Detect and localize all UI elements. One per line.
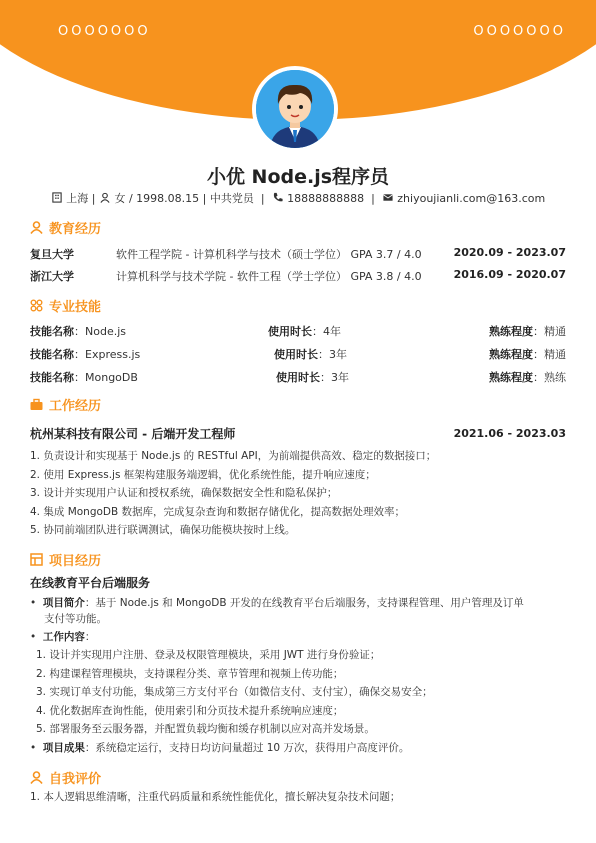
result-text: ：系统稳定运行，支持日均访问量超过 10 万次，获得用户高度评价。 — [84, 742, 410, 754]
user-icon — [99, 192, 111, 203]
grid-icon — [30, 299, 43, 312]
skill-level-label: 熟练程度 — [489, 348, 533, 361]
skill-time: ：3年 — [320, 371, 349, 384]
skills-heading — [30, 296, 101, 315]
separator: | — [371, 192, 375, 205]
list-item: 4. 优化数据库查询性能，使用索引和分页技术提升系统响应速度； — [36, 704, 344, 717]
work-title: 工作经历 — [49, 399, 102, 414]
education-date: 2016.09 - 2020.07 — [453, 268, 566, 281]
skill-time-label: 使用时长 — [276, 371, 320, 384]
project-name: 在线教育平台后端服务 — [30, 576, 151, 590]
skills-title: 专业技能 — [49, 300, 102, 315]
skill-name: ：Express.js — [74, 348, 141, 361]
skill-name-label: 技能名称 — [30, 325, 74, 338]
skill-name: ：Node.js — [74, 325, 126, 338]
self-title: 自我评价 — [49, 772, 102, 787]
phone-text: 18888888888 — [287, 192, 365, 205]
work-heading — [30, 395, 101, 414]
skill-time: ：4年 — [312, 325, 341, 338]
phone-icon — [272, 192, 284, 203]
list-item: 1. 设计并实现用户注册、登录及权限管理模块，采用 JWT 进行身份验证； — [36, 649, 381, 661]
avatar — [252, 66, 338, 152]
skill-level: ：精通 — [533, 348, 566, 361]
intro-label: 项目简介 — [42, 597, 85, 609]
project-work-list — [36, 646, 572, 739]
briefcase-icon — [30, 398, 43, 411]
skill-time-label: 使用时长 — [268, 325, 312, 338]
contact-line — [0, 190, 596, 206]
list-item: 5. 部署服务至云服务器，并配置负载均衡和缓存机制以应对高并发场景。 — [36, 723, 375, 736]
intro-text: ：基于 Node.js 和 MongoDB 开发的在线教育平台后端服务，支持课程管理、用户管理及订单 — [84, 597, 524, 609]
skill-name: ：MongoDB — [74, 371, 138, 384]
education-title: 教育经历 — [49, 222, 102, 237]
list-item: 3. 实现订单支付功能，集成第三方支付平台（如微信支付、支付宝），确保交易安全； — [36, 686, 433, 699]
skill-level-label: 熟练程度 — [489, 325, 533, 338]
project-board-icon — [30, 553, 43, 566]
list-item: 1. 负责设计和实现基于 Node.js 的 RESTful API，为前端提供高效、稳定的数据接口； — [30, 450, 437, 462]
job-date: 2021.06 - 2023.03 — [453, 427, 566, 440]
education-heading — [30, 218, 101, 237]
profile-text: 女 / 1998.08.15 | 中共党员 — [114, 192, 254, 205]
resume-name: 小优 Node.js程序员 — [206, 166, 390, 188]
intro-text-cont: 支付等功能。 — [44, 612, 107, 625]
self-list — [30, 788, 566, 807]
list-item: 2. 使用 Express.js 框架构建服务端逻辑，优化系统性能，提升响应速度； — [30, 468, 376, 481]
decor-dots-left: OOOOOOO — [58, 24, 151, 39]
skill-level: ：熟练 — [533, 371, 566, 384]
list-item: 4. 集成 MongoDB 数据库，完成复杂查询和数据存储优化，提高数据处理效率； — [30, 505, 406, 518]
major-text: 软件工程学院 - 计算机科学与技术（硕士学位） GPA 3.7 / 4.0 — [116, 248, 422, 261]
building-icon — [51, 192, 63, 203]
list-item: 2. 构建课程管理模块，支持课程分类、章节管理和视频上传功能； — [36, 667, 344, 680]
decor-dots-right: OOOOOOO — [473, 24, 566, 39]
email-text: zhiyoujianli.com@163.com — [397, 192, 546, 205]
skill-time: ：3年 — [318, 348, 347, 361]
project-intro: • 项目简介：基于 Node.js 和 MongoDB 开发的在线教育平台后端服务，支持课程管理、用户管理及订单 支付等功能。 — [30, 596, 566, 627]
list-item: 3. 设计并实现用户认证和授权系统，确保数据安全性和隐私保护； — [30, 487, 338, 500]
skill-name-label: 技能名称 — [30, 371, 74, 384]
skill-time-label: 使用时长 — [274, 348, 318, 361]
separator: | — [260, 192, 265, 205]
education-date: 2020.09 - 2023.07 — [453, 246, 566, 259]
avatar-illustration-icon — [256, 70, 334, 148]
list-item: 5. 协同前端团队进行联调测试，确保功能模块按时上线。 — [30, 524, 296, 537]
work-list — [30, 447, 566, 540]
project-work-label: • 工作内容： — [30, 631, 96, 643]
skill-level: ：精通 — [533, 325, 566, 338]
school-name: 浙江大学 — [30, 270, 74, 283]
major-text: 计算机科学与技术学院 - 软件工程（学士学位） GPA 3.8 / 4.0 — [116, 270, 422, 283]
result-label: 项目成果 — [42, 742, 85, 754]
self-heading — [30, 768, 101, 787]
job-title: 杭州某科技有限公司 - 后端开发工程师 — [30, 427, 236, 441]
work-content-label: 工作内容 — [42, 631, 85, 643]
project-heading — [30, 550, 101, 569]
project-title: 项目经历 — [49, 554, 102, 569]
skill-level-label: 熟练程度 — [489, 371, 533, 384]
skill-name-label: 技能名称 — [30, 348, 74, 361]
project-result: • 项目成果：系统稳定运行，支持日均访问量超过 10 万次，获得用户高度评价。 — [30, 742, 410, 754]
email-icon — [382, 192, 394, 203]
work-content-colon: ： — [84, 631, 96, 643]
list-item: 1. 本人逻辑思维清晰，注重代码质量和系统性能优化，擅长解决复杂技术问题； — [30, 791, 401, 803]
school-name: 复旦大学 — [30, 248, 74, 261]
person-icon — [30, 771, 43, 784]
location-text: 上海 | — [66, 192, 96, 205]
person-icon — [30, 221, 43, 234]
